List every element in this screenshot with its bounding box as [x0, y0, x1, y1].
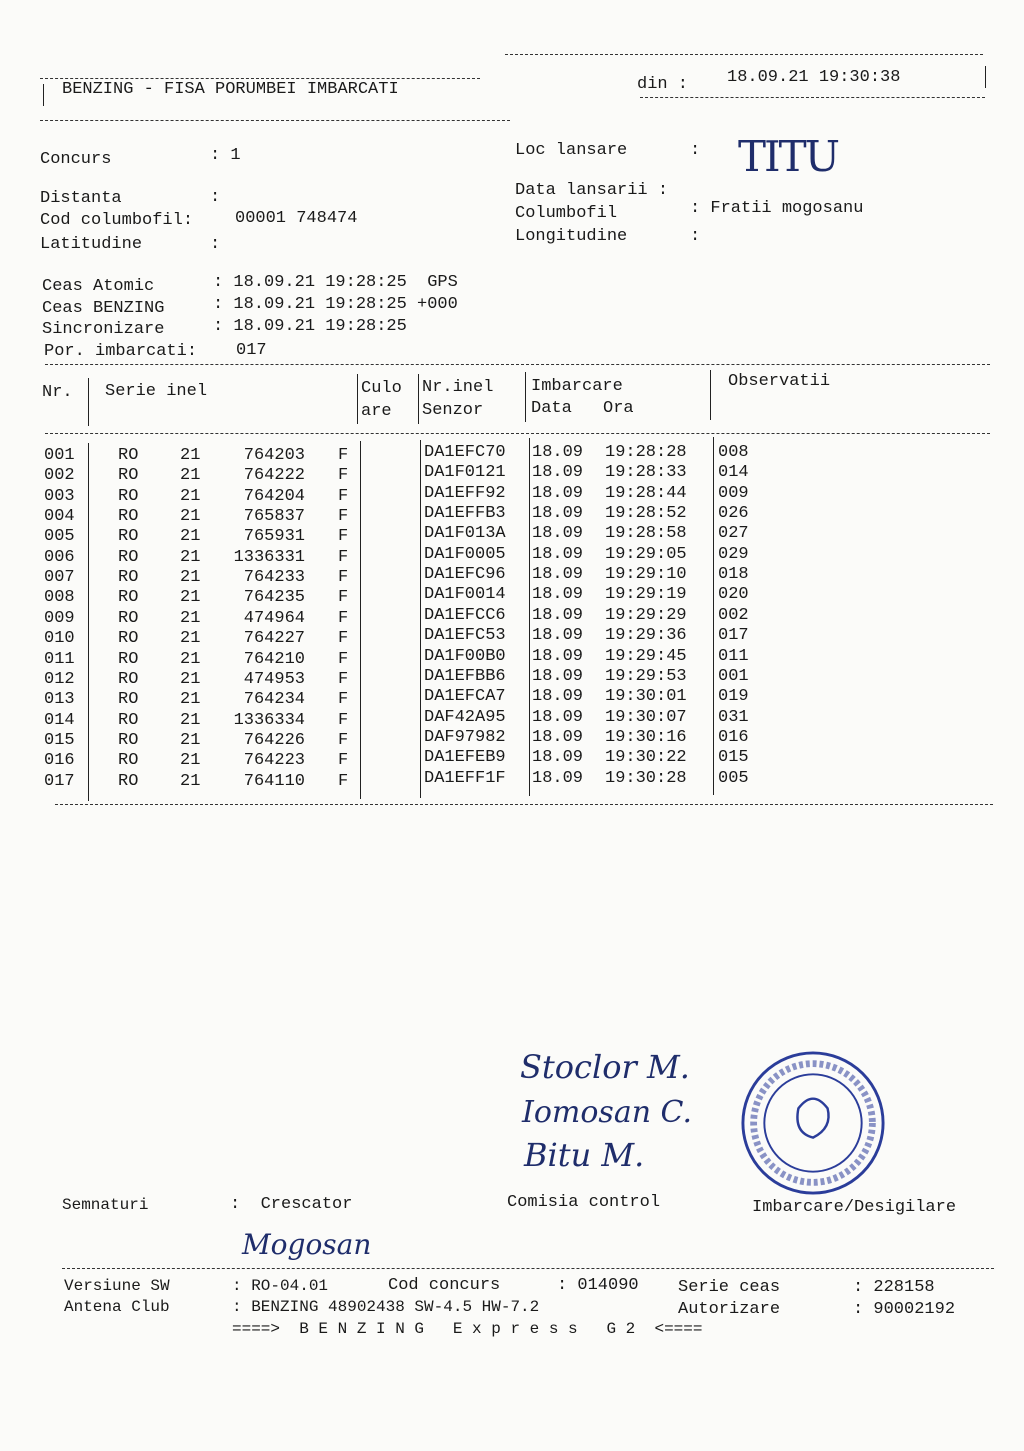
cell-serie: 764227: [243, 629, 305, 649]
distanta-value: :: [210, 188, 221, 207]
cell-ora: 19:28:58: [605, 524, 687, 544]
cell-country: RO: [118, 446, 139, 465]
divider: [43, 84, 44, 106]
divider: [88, 443, 89, 801]
latitudine-value: :: [210, 235, 221, 254]
cell-sex: F: [338, 547, 349, 567]
club-stamp: [740, 1050, 886, 1196]
cell-observatii: 014: [718, 463, 749, 483]
cell-ora: 19:28:33: [605, 463, 687, 483]
cell-senzor: DA1EFF1F: [424, 768, 506, 788]
imbarcare-desigilare-label: Imbarcare/Desigilare: [752, 1198, 957, 1217]
cell-nr: 009: [44, 608, 75, 628]
cell-sex: F: [338, 486, 349, 506]
cell-country: RO: [118, 751, 139, 771]
divider: [420, 440, 421, 798]
cell-data: 18.09: [532, 504, 584, 524]
cell-observatii: 017: [718, 626, 749, 646]
cell-serie: 764226: [243, 730, 305, 750]
divider: [357, 374, 358, 424]
cell-senzor: DA1EFCC6: [424, 605, 506, 625]
cell-sex: F: [338, 669, 349, 689]
cell-country: RO: [118, 771, 139, 791]
sincronizare-value: : 18.09.21 19:28:25: [213, 317, 407, 336]
cell-data: 18.09: [532, 646, 584, 666]
cell-serie: 764223: [243, 751, 305, 771]
cell-serie: 474953: [243, 669, 305, 689]
cell-nr: 015: [44, 730, 75, 750]
cell-data: 18.09: [532, 748, 584, 768]
cell-observatii: 020: [718, 585, 749, 605]
cell-observatii: 027: [718, 524, 749, 544]
cell-year: 21: [180, 669, 201, 689]
columbofil-label: Columbofil: [515, 204, 618, 223]
cod-columbofil-label: Cod columbofil:: [40, 211, 194, 230]
columbofil-value: : Fratii mogosanu: [690, 199, 864, 218]
cell-nr: 011: [44, 649, 75, 669]
col-header-serie: Serie inel: [105, 382, 208, 401]
cell-senzor: DA1F013A: [424, 524, 506, 544]
col-header-nrinel: Nr.inel: [422, 378, 494, 397]
imbarcati-label: Por. imbarcati:: [44, 342, 198, 361]
cell-senzor: DA1EFFB3: [424, 504, 506, 524]
cell-country: RO: [118, 486, 139, 506]
cell-sex: F: [338, 771, 349, 791]
cell-data: 18.09: [532, 524, 584, 544]
cell-serie: 764203: [243, 446, 305, 465]
cell-nr: 010: [44, 629, 75, 649]
longitudine-label: Longitudine: [515, 227, 628, 246]
cell-data: 18.09: [532, 443, 584, 462]
cell-observatii: 026: [718, 504, 749, 524]
cell-sex: F: [338, 568, 349, 588]
cell-observatii: 031: [718, 707, 749, 727]
cell-year: 21: [180, 690, 201, 710]
cell-ora: 19:28:44: [605, 483, 687, 503]
cell-country: RO: [118, 466, 139, 486]
cell-serie: 765837: [243, 507, 305, 527]
cod-columbofil-value: 00001 748474: [235, 209, 358, 228]
cell-observatii: 008: [718, 443, 749, 462]
cell-observatii: 001: [718, 666, 749, 686]
cod-concurs-value: : 014090: [557, 1276, 639, 1295]
cell-sex: F: [338, 649, 349, 669]
divider: [40, 78, 480, 79]
cell-country: RO: [118, 649, 139, 669]
cell-senzor: DA1EFBB6: [424, 666, 506, 686]
cell-year: 21: [180, 446, 201, 465]
cell-ora: 19:30:01: [605, 687, 687, 707]
cell-country: RO: [118, 507, 139, 527]
cell-senzor: DA1F00B0: [424, 646, 506, 666]
col-header-culoare: Culo: [361, 379, 402, 398]
distanta-label: Distanta: [40, 189, 122, 208]
antena-value: : BENZING 48902438 SW-4.5 HW-7.2: [232, 1298, 540, 1316]
cell-nr: 017: [44, 771, 75, 791]
cell-ora: 19:30:22: [605, 748, 687, 768]
data-lansarii-label: Data lansarii :: [515, 181, 669, 200]
cell-country: RO: [118, 730, 139, 750]
cell-observatii: 011: [718, 646, 749, 666]
cell-sex: F: [338, 751, 349, 771]
cell-serie: 765931: [243, 527, 305, 547]
table-header-border: [45, 433, 990, 434]
cell-year: 21: [180, 751, 201, 771]
cell-country: RO: [118, 608, 139, 628]
divider: [505, 54, 983, 55]
cell-data: 18.09: [532, 463, 584, 483]
cell-sex: F: [338, 446, 349, 465]
cell-observatii: 002: [718, 605, 749, 625]
col-header-senzor: Senzor: [422, 401, 484, 420]
cell-serie: 764233: [243, 568, 305, 588]
cell-senzor: DA1EFCA7: [424, 687, 506, 707]
cell-year: 21: [180, 527, 201, 547]
cell-ora: 19:29:05: [605, 544, 687, 564]
versiune-value: : RO-04.01: [232, 1277, 329, 1295]
cell-country: RO: [118, 568, 139, 588]
loc-lansare-sep: :: [690, 141, 701, 160]
signature-2: Iomosan C.: [522, 1095, 692, 1130]
signature-1: Stoclor M.: [520, 1048, 690, 1086]
cell-year: 21: [180, 649, 201, 669]
cell-observatii: 019: [718, 687, 749, 707]
cell-ora: 19:29:29: [605, 605, 687, 625]
page-title: BENZING - FISA PORUMBEI IMBARCATI: [62, 80, 399, 99]
cell-country: RO: [118, 710, 139, 730]
cell-nr: 012: [44, 669, 75, 689]
cell-year: 21: [180, 629, 201, 649]
cell-year: 21: [180, 486, 201, 506]
cell-data: 18.09: [532, 544, 584, 564]
col-header-observatii: Observatii: [728, 372, 831, 391]
cell-senzor: DA1F0121: [424, 463, 506, 483]
cell-nr: 004: [44, 507, 75, 527]
sincronizare-label: Sincronizare: [42, 320, 165, 339]
col-header-culoare-2: are: [361, 402, 392, 421]
loc-lansare-label: Loc lansare: [515, 141, 628, 160]
cell-data: 18.09: [532, 585, 584, 605]
cell-serie: 764234: [243, 690, 305, 710]
cell-sex: F: [338, 527, 349, 547]
cell-data: 18.09: [532, 707, 584, 727]
serie-ceas-value: : 228158: [853, 1278, 935, 1297]
col-header-ora: Ora: [603, 399, 634, 418]
cod-concurs-label: Cod concurs: [388, 1276, 501, 1295]
ceas-atomic-value: : 18.09.21 19:28:25 GPS: [213, 273, 458, 292]
semnaturi-label: Semnaturi: [62, 1196, 149, 1214]
cell-observatii: 016: [718, 727, 749, 747]
cell-ora: 19:30:16: [605, 727, 687, 747]
cell-sex: F: [338, 608, 349, 628]
versiune-label: Versiune SW: [64, 1277, 170, 1295]
divider: [62, 1268, 994, 1269]
din-value: 18.09.21 19:30:38: [727, 68, 901, 87]
col-header-imbarcare: Imbarcare: [531, 377, 623, 396]
cell-nr: 007: [44, 568, 75, 588]
cell-senzor: DA1EFEB9: [424, 748, 506, 768]
benzing-banner: ====> B E N Z I N G E x p r e s s G 2 <====: [232, 1320, 703, 1338]
cell-year: 21: [180, 466, 201, 486]
divider: [360, 441, 361, 799]
table-bottom-border: [55, 804, 993, 805]
cell-ora: 19:29:53: [605, 666, 687, 686]
cell-year: 21: [180, 588, 201, 608]
cell-ora: 19:29:36: [605, 626, 687, 646]
cell-ora: 19:28:52: [605, 504, 687, 524]
cell-nr: 016: [44, 751, 75, 771]
cell-country: RO: [118, 588, 139, 608]
divider: [640, 97, 985, 98]
divider: [40, 120, 510, 121]
autorizare-label: Autorizare: [678, 1300, 781, 1319]
col-header-data: Data: [531, 399, 572, 418]
signature-3: Bitu M.: [524, 1136, 645, 1174]
cell-sex: F: [338, 466, 349, 486]
cell-ora: 19:30:28: [605, 768, 687, 788]
cell-serie: 764222: [243, 466, 305, 486]
cell-observatii: 009: [718, 483, 749, 503]
cell-sex: F: [338, 588, 349, 608]
table-top-border: [45, 364, 990, 365]
divider: [985, 66, 986, 88]
cell-year: 21: [180, 710, 201, 730]
cell-ora: 19:28:28: [605, 443, 687, 462]
ceas-atomic-label: Ceas Atomic: [42, 277, 155, 296]
cell-year: 21: [180, 507, 201, 527]
cell-country: RO: [118, 669, 139, 689]
cell-senzor: DA1F0005: [424, 544, 506, 564]
cell-nr: 003: [44, 486, 75, 506]
cell-country: RO: [118, 690, 139, 710]
cell-serie: 764235: [243, 588, 305, 608]
cell-ora: 19:30:07: [605, 707, 687, 727]
din-label: din :: [637, 75, 689, 94]
divider: [713, 437, 714, 795]
cell-data: 18.09: [532, 727, 584, 747]
cell-nr: 013: [44, 690, 75, 710]
divider: [529, 438, 530, 796]
latitudine-label: Latitudine: [40, 235, 143, 254]
divider: [418, 374, 419, 424]
imbarcati-value: 017: [236, 341, 267, 360]
cell-nr: 014: [44, 710, 75, 730]
cell-data: 18.09: [532, 666, 584, 686]
cell-data: 18.09: [532, 768, 584, 788]
cell-data: 18.09: [532, 687, 584, 707]
cell-senzor: DAF42A95: [424, 707, 506, 727]
cell-nr: 001: [44, 446, 75, 465]
cell-year: 21: [180, 568, 201, 588]
cell-data: 18.09: [532, 565, 584, 585]
cell-serie: 474964: [243, 608, 305, 628]
cell-observatii: 029: [718, 544, 749, 564]
cell-senzor: DA1F0014: [424, 585, 506, 605]
cell-nr: 008: [44, 588, 75, 608]
crescator-label: : Crescator: [230, 1195, 353, 1214]
divider: [525, 372, 526, 422]
cell-ora: 19:29:45: [605, 646, 687, 666]
cell-data: 18.09: [532, 626, 584, 646]
cell-country: RO: [118, 629, 139, 649]
col-header-nr: Nr.: [42, 383, 73, 402]
cell-ora: 19:29:19: [605, 585, 687, 605]
comisia-control-label: Comisia control: [507, 1193, 661, 1212]
ceas-benzing-value: : 18.09.21 19:28:25 +000: [213, 295, 458, 314]
cell-serie: 1336331: [233, 547, 305, 567]
cell-year: 21: [180, 771, 201, 791]
autorizare-value: : 90002192: [853, 1300, 956, 1319]
concurs-value: : 1: [210, 146, 241, 165]
cell-data: 18.09: [532, 483, 584, 503]
cell-serie: 764210: [243, 649, 305, 669]
cell-country: RO: [118, 527, 139, 547]
cell-year: 21: [180, 730, 201, 750]
cell-senzor: DA1EFF92: [424, 483, 506, 503]
cell-data: 18.09: [532, 605, 584, 625]
cell-serie: 764204: [243, 486, 305, 506]
divider: [88, 378, 89, 426]
cell-observatii: 015: [718, 748, 749, 768]
concurs-label: Concurs: [40, 150, 112, 169]
cell-serie: 764110: [243, 771, 305, 791]
ceas-benzing-label: Ceas BENZING: [42, 299, 165, 318]
cell-senzor: DA1EFC53: [424, 626, 506, 646]
longitudine-value: :: [690, 227, 701, 246]
cell-country: RO: [118, 547, 139, 567]
cell-nr: 002: [44, 466, 75, 486]
cell-sex: F: [338, 690, 349, 710]
cell-ora: 19:29:10: [605, 565, 687, 585]
loc-lansare-handwritten: TITU: [738, 132, 839, 181]
cell-nr: 005: [44, 527, 75, 547]
cell-nr: 006: [44, 547, 75, 567]
serie-ceas-label: Serie ceas: [678, 1278, 781, 1297]
cell-year: 21: [180, 608, 201, 628]
cell-observatii: 005: [718, 768, 749, 788]
divider: [710, 370, 711, 420]
cell-year: 21: [180, 547, 201, 567]
antena-label: Antena Club: [64, 1298, 170, 1316]
cell-sex: F: [338, 710, 349, 730]
cell-sex: F: [338, 629, 349, 649]
signature-crescator: Mogosan: [242, 1228, 372, 1261]
cell-senzor: DAF97982: [424, 727, 506, 747]
cell-sex: F: [338, 730, 349, 750]
cell-observatii: 018: [718, 565, 749, 585]
cell-senzor: DA1EFC96: [424, 565, 506, 585]
cell-sex: F: [338, 507, 349, 527]
cell-serie: 1336334: [233, 710, 305, 730]
cell-senzor: DA1EFC70: [424, 443, 506, 462]
